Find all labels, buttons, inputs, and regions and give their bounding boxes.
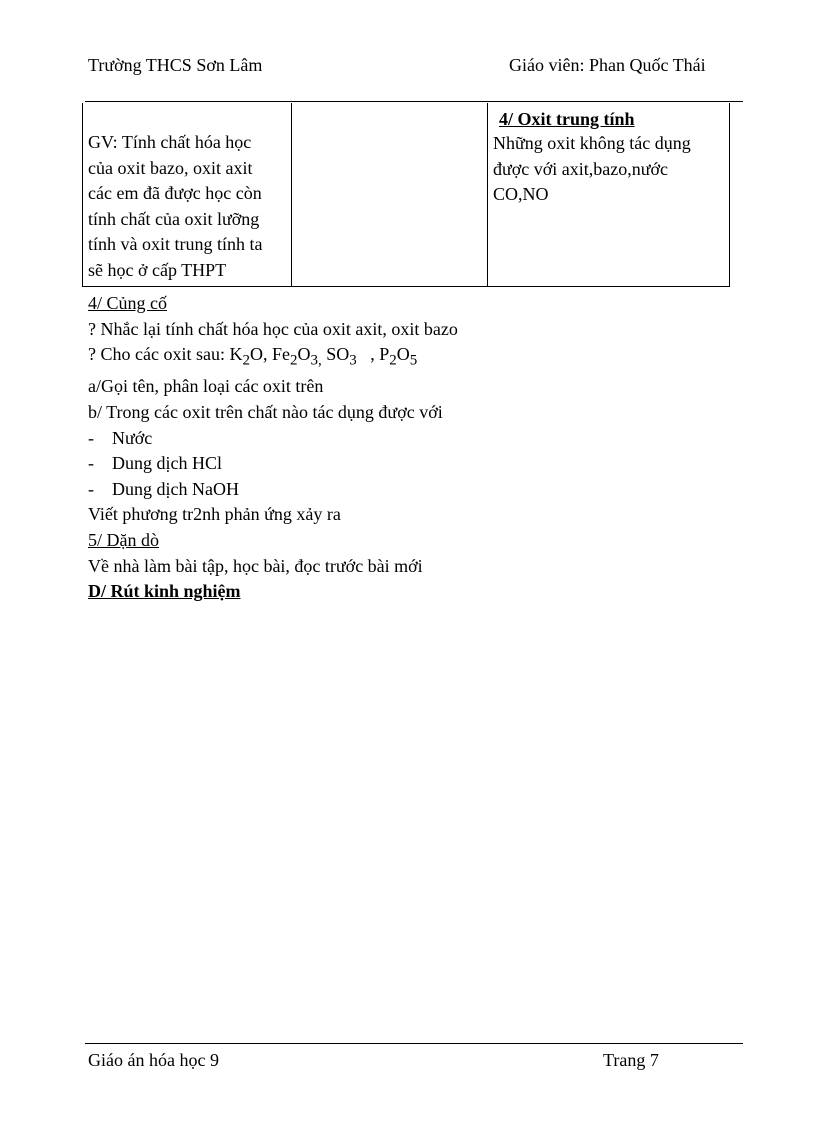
homework-text: Về nhà làm bài tập, học bài, đọc trước bài mới: [88, 555, 423, 576]
teacher-activity-cell: [83, 103, 292, 286]
question-b: b/ Trong các oxit trên chất nào tác dụng được với: [88, 401, 443, 422]
header-school: Trường THCS Sơn Lâm: [88, 55, 263, 75]
neutral-oxide-heading: 4/ Oxit trung tính: [499, 109, 635, 129]
list-item: - Dung dịch HCl: [88, 453, 222, 474]
list-item: - Dung dịch NaOH: [88, 478, 239, 499]
cell-line: tính và oxit trung tính ta: [88, 234, 263, 254]
cell-line: sẽ học ở cấp THPT: [88, 259, 227, 280]
cell-line: GV: Tính chất hóa học: [88, 132, 252, 152]
student-activity-cell: [292, 103, 488, 286]
page-number: Trang 7: [603, 1050, 659, 1070]
cell-line: tính chất của oxit lưỡng: [88, 208, 260, 229]
footer-title: Giáo án hóa học 9: [88, 1050, 219, 1070]
cell-line: của oxit bazo, oxit axit: [88, 157, 253, 178]
lesson-body: [88, 291, 738, 605]
section-5-title: 5/ Dặn dò: [88, 529, 159, 550]
cell-line: CO,NO: [493, 184, 549, 204]
question-2: ? Cho các oxit sau: $K_2O$, $Fe_2O_{3,}$ $SO_3$ , $P_2O_5$: [88, 344, 418, 369]
table-row: [83, 103, 730, 286]
list-item: - Nước: [88, 427, 153, 448]
section-d-title: D/ Rút kinh nghiệm: [88, 581, 241, 602]
footer-divider: [85, 1043, 743, 1044]
lesson-table: [82, 103, 730, 287]
question-a: a/Gọi tên, phân loại các oxit trên: [88, 376, 324, 397]
content-cell: [488, 103, 730, 286]
header-divider: [85, 101, 743, 102]
cell-line: được với axit,bazo,nước: [493, 158, 669, 179]
cell-line: các em đã được học còn: [88, 183, 262, 203]
question-1: ? Nhắc lại tính chất hóa học của oxit axit, oxit bazo: [88, 318, 458, 339]
write-equations: Viết phương tr2nh phản ứng xảy ra: [88, 504, 341, 525]
cell-line: Những oxit không tác dụng: [493, 133, 691, 153]
section-4-title: 4/ Củng cố: [88, 293, 167, 313]
header-teacher: Giáo viên: Phan Quốc Thái: [509, 55, 706, 75]
